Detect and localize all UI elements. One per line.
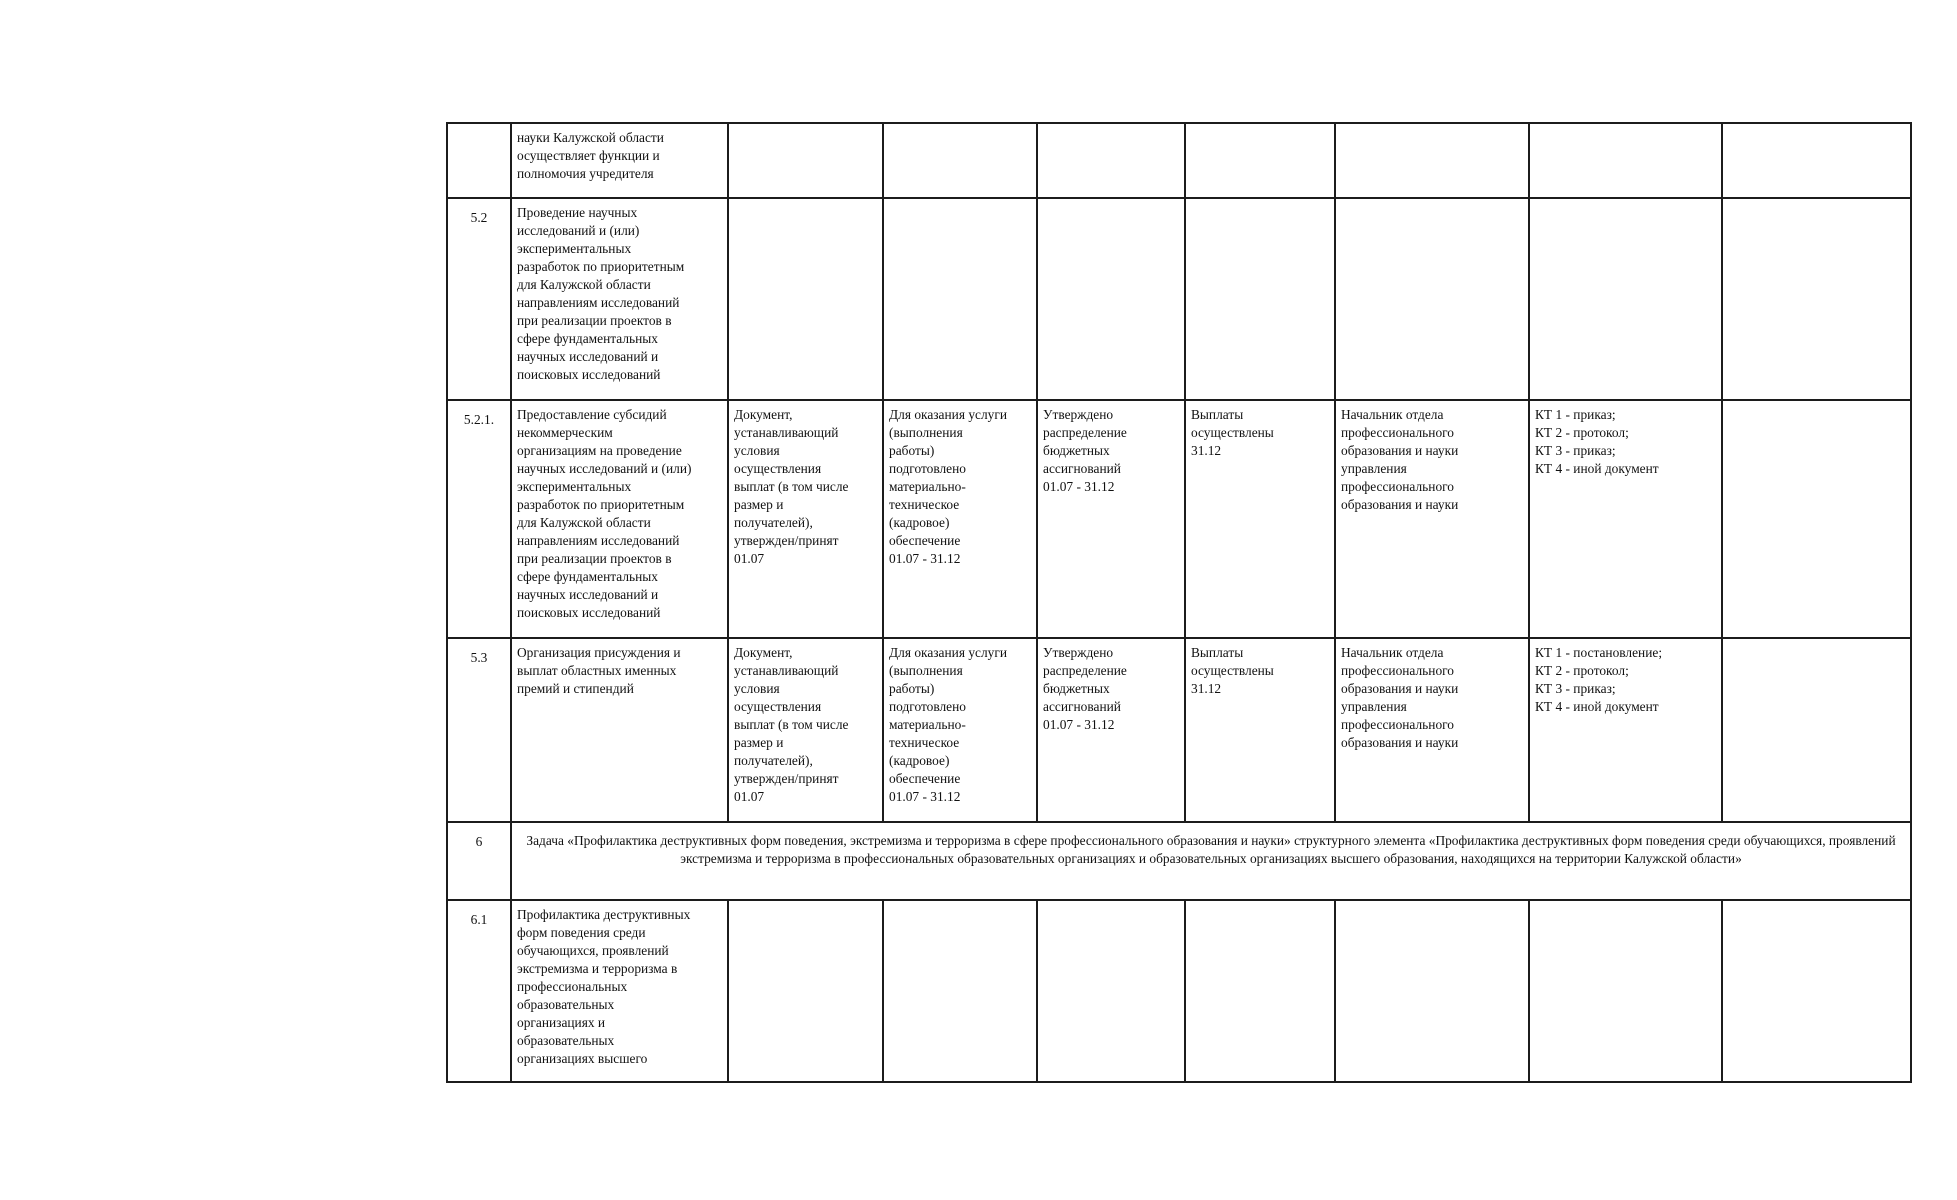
document-type-cell: КТ 1 - приказ; КТ 2 - протокол; КТ 3 - приказ; КТ 4 - иной документ xyxy=(1529,400,1722,638)
responsible-person-cell xyxy=(1335,123,1529,198)
responsible-person-cell xyxy=(1335,198,1529,400)
notes-cell xyxy=(1722,400,1911,638)
control-point-3-cell: Утверждено распределение бюджетных ассигнований 01.07 - 31.12 xyxy=(1037,400,1185,638)
activity-name-cell: Предоставление субсидий некоммерческим организациям на проведение научных исследований и (или) экспериментальных разработок по приоритетным для Калужской области направлениям исследований при реализации проектов в сфере фундаментальных научных исследований и поисковых исследований xyxy=(511,400,728,638)
row-number-cell: 6.1 xyxy=(447,900,511,1082)
responsible-person-cell: Начальник отдела профессионального образования и науки управления профессионального образования и науки xyxy=(1335,400,1529,638)
control-point-3-cell xyxy=(1037,900,1185,1082)
task-row xyxy=(447,822,1911,900)
control-point-2-cell xyxy=(883,900,1037,1082)
control-point-2-cell: Для оказания услуги (выполнения работы) подготовлено материально- техническое (кадровое) обеспечение 01.07 - 31.12 xyxy=(883,400,1037,638)
table-row xyxy=(447,198,1911,400)
document-type-cell: КТ 1 - постановление; КТ 2 - протокол; КТ 3 - приказ; КТ 4 - иной документ xyxy=(1529,638,1722,822)
notes-cell xyxy=(1722,123,1911,198)
row-number-cell xyxy=(447,123,511,198)
document-type-cell xyxy=(1529,900,1722,1082)
notes-cell xyxy=(1722,198,1911,400)
responsible-person-cell xyxy=(1335,900,1529,1082)
control-point-4-cell xyxy=(1185,198,1335,400)
control-point-3-cell: Утверждено распределение бюджетных ассигнований 01.07 - 31.12 xyxy=(1037,638,1185,822)
activity-name-cell: науки Калужской области осуществляет функции и полномочия учредителя xyxy=(511,123,728,198)
control-point-2-cell xyxy=(883,198,1037,400)
control-point-2-cell: Для оказания услуги (выполнения работы) подготовлено материально- техническое (кадровое) обеспечение 01.07 - 31.12 xyxy=(883,638,1037,822)
table-row xyxy=(447,638,1911,822)
responsible-person-cell: Начальник отдела профессионального образования и науки управления профессионального образования и науки xyxy=(1335,638,1529,822)
control-point-4-cell xyxy=(1185,123,1335,198)
control-point-1-cell xyxy=(728,198,883,400)
control-point-3-cell xyxy=(1037,123,1185,198)
row-number-cell: 5.2 xyxy=(447,198,511,400)
control-point-4-cell: Выплаты осуществлены 31.12 xyxy=(1185,400,1335,638)
table-row xyxy=(447,400,1911,638)
row-number-cell: 5.3 xyxy=(447,638,511,822)
control-point-4-cell: Выплаты осуществлены 31.12 xyxy=(1185,638,1335,822)
notes-cell xyxy=(1722,900,1911,1082)
activity-name-cell: Профилактика деструктивных форм поведения среди обучающихся, проявлений экстремизма и терроризма в профессиональных образовательных организациях и образовательных организациях высшего xyxy=(511,900,728,1082)
activity-name-cell: Организация присуждения и выплат областных именных премий и стипендий xyxy=(511,638,728,822)
table-row xyxy=(447,123,1911,198)
document-table xyxy=(446,122,1912,1083)
notes-cell xyxy=(1722,638,1911,822)
task-title: Задача «Профилактика деструктивных форм поведения, экстремизма и терроризма в сфере профессионального образования и науки» структурного элемента «Профилактика деструктивных форм поведения среди обучающихся, проявлений экстремизма и терроризма в профессиональных образовательных организациях и образовательных организациях высшего образования, находящихся на территории Калужской области» xyxy=(511,822,1911,900)
control-point-1-cell: Документ, устанавливающий условия осуществления выплат (в том числе размер и получателей), утвержден/принят 01.07 xyxy=(728,638,883,822)
control-point-1-cell xyxy=(728,123,883,198)
control-point-1-cell xyxy=(728,900,883,1082)
control-point-3-cell xyxy=(1037,198,1185,400)
document-type-cell xyxy=(1529,123,1722,198)
control-point-4-cell xyxy=(1185,900,1335,1082)
control-point-1-cell: Документ, устанавливающий условия осуществления выплат (в том числе размер и получателей), утвержден/принят 01.07 xyxy=(728,400,883,638)
row-number: 6 xyxy=(447,822,511,900)
table-row xyxy=(447,900,1911,1082)
control-point-2-cell xyxy=(883,123,1037,198)
row-number-cell: 5.2.1. xyxy=(447,400,511,638)
activity-name-cell: Проведение научных исследований и (или) экспериментальных разработок по приоритетным для Калужской области направлениям исследований при реализации проектов в сфере фундаментальных научных исследований и поисковых исследований xyxy=(511,198,728,400)
document-type-cell xyxy=(1529,198,1722,400)
